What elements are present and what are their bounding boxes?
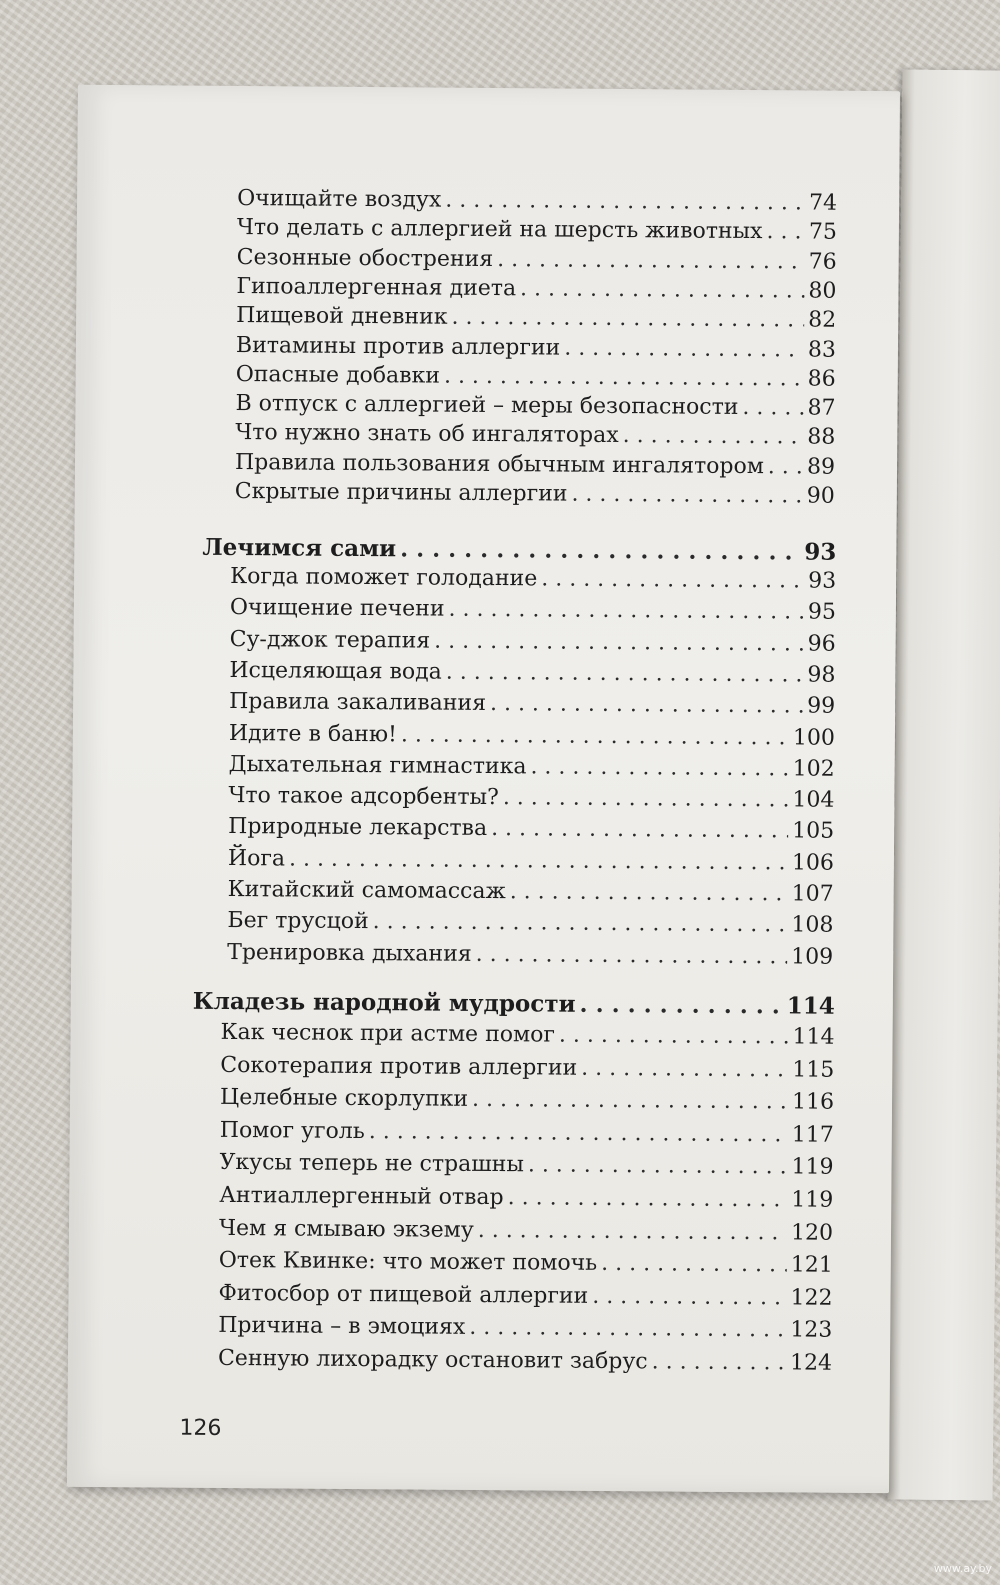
toc-section-page: 93: [804, 538, 837, 566]
toc-dot-leader: [559, 1023, 789, 1050]
toc-entry-page: 109: [791, 943, 834, 970]
toc-entry: [219, 1216, 833, 1246]
toc-entry-page: 74: [809, 190, 838, 216]
toc-dot-leader: [581, 1055, 788, 1082]
toc-dot-leader: [503, 785, 789, 812]
toc-entry: [236, 362, 836, 392]
toc-entry-title: Дыхательная гимнастика: [228, 751, 527, 780]
toc-entry-title: Правила закаливания: [229, 689, 487, 717]
toc-entry: [218, 1346, 832, 1376]
toc-entry: [229, 752, 835, 782]
toc-entry-page: 124: [789, 1350, 833, 1376]
toc-entry-page: 104: [792, 787, 835, 813]
toc-dot-leader: [742, 395, 803, 420]
toc-entry-page: 82: [808, 307, 837, 333]
toc-section-title: Кладезь народной мудрости: [192, 987, 576, 1018]
toc-entry-page: 122: [790, 1285, 833, 1311]
toc-entry: [229, 720, 835, 750]
toc-dot-leader: [490, 691, 803, 718]
toc-entry-page: 107: [791, 881, 834, 907]
toc-entry: [228, 846, 834, 876]
toc-entry: [220, 1118, 834, 1148]
toc-entry: [235, 479, 835, 509]
toc-section-heading: [202, 534, 836, 566]
toc-entry: [219, 1248, 833, 1278]
toc-entry: [230, 564, 836, 594]
toc-dot-leader: [491, 816, 788, 843]
toc-entry-page: 105: [792, 818, 835, 845]
toc-dot-leader: [446, 660, 804, 688]
toc-entry: [237, 186, 837, 216]
toc-entry-page: 88: [807, 424, 836, 451]
toc-dot-leader: [623, 423, 804, 449]
toc-entry-page: 86: [807, 366, 836, 392]
toc-dot-leader: [571, 482, 803, 509]
toc-entry-page: 80: [808, 278, 837, 304]
toc-entry: [235, 391, 835, 421]
toc-dot-leader: [766, 219, 805, 244]
toc-dot-leader: [528, 1153, 788, 1180]
toc-entry: [218, 1281, 832, 1311]
toc-dot-leader: [444, 363, 804, 391]
toc-entry-page: 117: [791, 1122, 834, 1148]
table-of-contents: [78, 85, 900, 1376]
toc-entry-page: 100: [792, 724, 836, 751]
toc-entry: [230, 595, 836, 625]
toc-entry-page: 76: [808, 249, 837, 275]
toc-entry: [227, 908, 833, 938]
toc-dot-leader: [451, 305, 804, 333]
toc-dot-leader: [530, 754, 788, 781]
toc-entry-page: 99: [807, 693, 836, 719]
toc-dot-leader: [400, 535, 800, 565]
toc-entry: [220, 1053, 834, 1083]
toc-entry-title: Идите в баню!: [228, 720, 398, 747]
toc-entry: [237, 215, 837, 245]
toc-entry-page: 90: [806, 483, 835, 509]
toc-entry: [236, 333, 836, 363]
toc-entry-title: Тренировка дыхания: [227, 939, 472, 967]
toc-entry: [229, 658, 835, 688]
toc-entry-title: Очищайте воздух: [237, 186, 442, 213]
toc-entry-title: Исцеляющая вода: [229, 657, 442, 685]
toc-dot-leader: [508, 1185, 788, 1212]
toc-entry: [236, 274, 836, 304]
toc-dot-leader: [373, 909, 788, 937]
toc-entry-title: Сезонные обострения: [236, 244, 494, 272]
toc-dot-leader: [497, 247, 805, 274]
toc-entry: [227, 940, 833, 970]
toc-entry-title: Фитосбор от пищевой аллергии: [218, 1280, 589, 1309]
toc-dot-leader: [564, 335, 804, 362]
toc-entry-title: Что делать с аллергией на шерсть животных: [236, 215, 763, 245]
toc-entry-title: Витамины против аллергии: [235, 332, 561, 361]
toc-entry-title: Что такое адсорбенты?: [228, 783, 499, 811]
toc-entry: [228, 814, 834, 844]
toc-entry-page: 83: [807, 337, 837, 363]
toc-dot-leader: [472, 1087, 788, 1114]
toc-entry-page: 114: [792, 1024, 835, 1050]
toc-entry-title: Как чеснок при астме помог: [220, 1019, 556, 1048]
toc-entry-title: Чем я смываю экзему: [218, 1215, 474, 1243]
toc-entry-page: 98: [807, 662, 836, 688]
toc-entry: [228, 877, 834, 907]
toc-dot-leader: [652, 1349, 787, 1375]
toc-entry-page: 106: [791, 850, 835, 876]
toc-entry-page: 120: [790, 1220, 834, 1246]
toc-dot-leader: [592, 1284, 786, 1311]
toc-dot-leader: [541, 566, 804, 593]
toc-entry: [220, 1020, 834, 1050]
toc-entry: [218, 1313, 832, 1343]
toc-dot-leader: [401, 722, 789, 750]
toc-entry-title: Укусы теперь не страшны: [219, 1150, 524, 1178]
toc-dot-leader: [580, 991, 783, 1020]
toc-entry-title: Когда поможет голодание: [230, 563, 538, 592]
toc-entry-page: 123: [790, 1317, 833, 1344]
toc-entry: [237, 245, 837, 275]
toc-entry-title: Целебные скорлупки: [219, 1085, 469, 1113]
toc-entry-title: Гипоаллергенная диета: [236, 273, 517, 302]
toc-entry-title: Антиаллергенный отвар: [219, 1182, 504, 1211]
toc-section-page: 114: [786, 992, 835, 1020]
toc-entry-title: Скрытые причины аллергии: [234, 479, 568, 507]
toc-entry-page: 115: [792, 1057, 835, 1083]
toc-dot-leader: [478, 1218, 787, 1245]
toc-entry: [235, 420, 835, 450]
toc-section-title: Лечимся сами: [202, 533, 397, 563]
toc-entry-page: 89: [806, 454, 836, 480]
toc-entry-title: Бег трусцой: [227, 908, 369, 935]
toc-entry-page: 119: [791, 1154, 834, 1181]
toc-entry: [228, 783, 834, 813]
toc-entry-title: Йога: [227, 845, 286, 872]
book-page: [67, 85, 900, 1493]
toc-entry-page: 93: [808, 568, 837, 594]
toc-entry-title: Природные лекарства: [228, 814, 488, 842]
toc-entry-page: 75: [808, 219, 837, 246]
toc-entry-title: Китайский самомассаж: [227, 876, 506, 905]
toc-dot-leader: [445, 188, 805, 216]
toc-entry: [229, 689, 835, 719]
toc-dot-leader: [520, 276, 805, 303]
toc-entry-page: 121: [790, 1252, 833, 1278]
toc-entry-title: Что нужно знать об ингаляторах: [235, 420, 619, 449]
page-number: 126: [179, 1415, 222, 1441]
toc-entry-title: Сокотерапия против аллергии: [220, 1052, 578, 1081]
toc-entry-title: Су-джок терапия: [229, 626, 431, 654]
toc-dot-leader: [469, 1315, 786, 1342]
toc-dot-leader: [768, 454, 803, 479]
toc-dot-leader: [476, 942, 788, 969]
toc-entry: [235, 450, 835, 480]
toc-entry: [219, 1150, 833, 1180]
toc-dot-leader: [601, 1251, 787, 1277]
toc-entry-page: 116: [791, 1089, 835, 1115]
toc-entry-title: Опасные добавки: [235, 361, 441, 389]
toc-entry: [236, 303, 836, 333]
toc-entry-page: 119: [791, 1187, 834, 1213]
toc-entry: [219, 1183, 833, 1213]
back-page-edge: [888, 69, 1000, 1500]
toc-entry-title: Причина – в эмоциях: [218, 1313, 466, 1341]
watermark: www.ay.by: [933, 1562, 992, 1575]
toc-dot-leader: [289, 846, 788, 875]
toc-entry-title: Отек Квинке: что может помочь: [218, 1248, 598, 1277]
toc-entry: [230, 627, 836, 657]
toc-entry-title: Пищевой дневник: [236, 303, 448, 330]
toc-entry-title: Помог уголь: [219, 1117, 365, 1144]
toc-dot-leader: [448, 597, 804, 625]
toc-entry-page: 108: [791, 912, 834, 939]
toc-dot-leader: [510, 879, 788, 906]
toc-entry-page: 96: [807, 631, 836, 657]
toc-entry-page: 95: [807, 599, 836, 626]
toc-dot-leader: [434, 628, 804, 656]
toc-entry-title: Очищение печени: [229, 595, 445, 622]
toc-entry-page: 102: [792, 756, 835, 782]
toc-entry-title: В отпуск с аллергией – меры безопасности: [235, 391, 739, 421]
toc-entry-page: 87: [807, 395, 836, 421]
toc-section-heading: [193, 988, 835, 1020]
toc-entry-title: Сенную лихорадку остановит забрус: [217, 1345, 648, 1375]
toc-entry-title: Правила пользования обычным ингалятором: [234, 449, 764, 479]
toc-entry: [220, 1085, 834, 1115]
toc-dot-leader: [369, 1119, 788, 1147]
